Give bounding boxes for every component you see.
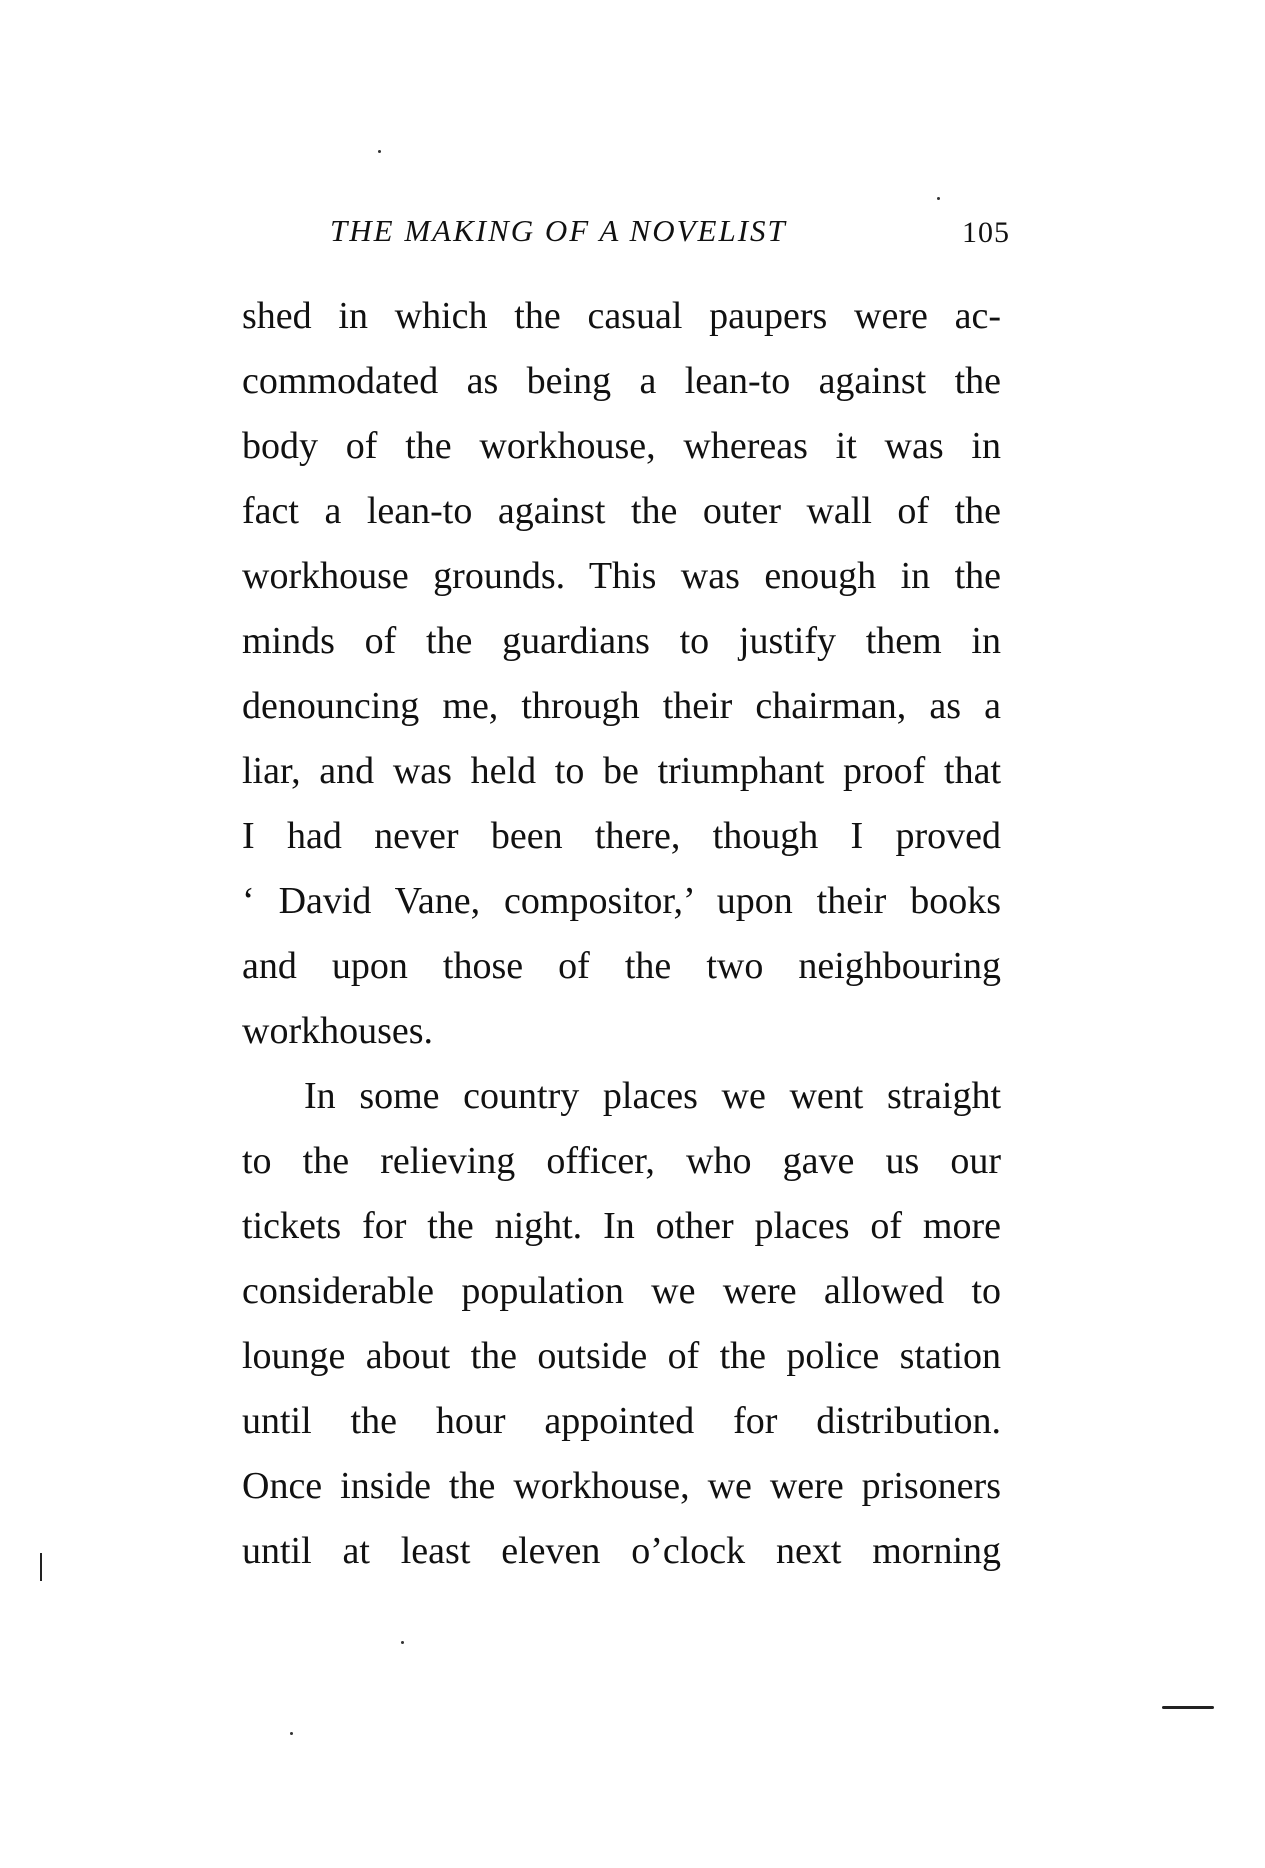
text-line: workhouse grounds. This was enough in the (242, 555, 1001, 597)
text-line: minds of the guardians to justify them in (242, 620, 1001, 662)
paragraph-1 (242, 284, 1001, 1064)
body-text (242, 284, 1001, 1584)
text-line: shed in which the casual paupers were ac- (242, 295, 1001, 337)
running-title: THE MAKING OF A NOVELIST (330, 213, 787, 248)
scan-speck (378, 150, 381, 153)
text-line: workhouses. (242, 1010, 434, 1052)
text-line: and upon those of the two neighbouring (242, 945, 1001, 987)
scan-speck (937, 197, 940, 200)
running-head (330, 208, 1030, 258)
text-line: lounge about the outside of the police station (242, 1335, 1001, 1377)
text-line: until the hour appointed for distribution. (242, 1400, 1001, 1442)
scan-mark (1162, 1706, 1214, 1709)
scan-mark (40, 1553, 42, 1581)
text-line: until at least eleven o’clock next morning (242, 1530, 1001, 1572)
text-line: considerable population we were allowed to (242, 1270, 1001, 1312)
text-line: Once inside the workhouse, we were prisoners (242, 1465, 1001, 1507)
paragraph-2 (242, 1064, 1001, 1584)
text-line: liar, and was held to be triumphant proof that (242, 750, 1001, 792)
text-line: body of the workhouse, whereas it was in (242, 425, 1001, 467)
text-line: to the relieving officer, who gave us our (242, 1140, 1001, 1182)
page-number: 105 (962, 216, 1010, 249)
scan-speck (290, 1732, 293, 1735)
scan-speck (401, 1641, 404, 1644)
text-line: I had never been there, though I proved (242, 815, 1001, 857)
text-line: In some country places we went straight (304, 1075, 1001, 1117)
text-line: denouncing me, through their chairman, as a (242, 685, 1001, 727)
text-line: commodated as being a lean-to against the (242, 360, 1001, 402)
text-line: ‘ David Vane, compositor,’ upon their books (242, 880, 1001, 922)
text-line: fact a lean-to against the outer wall of the (242, 490, 1001, 532)
text-line: tickets for the night. In other places of more (242, 1205, 1001, 1247)
